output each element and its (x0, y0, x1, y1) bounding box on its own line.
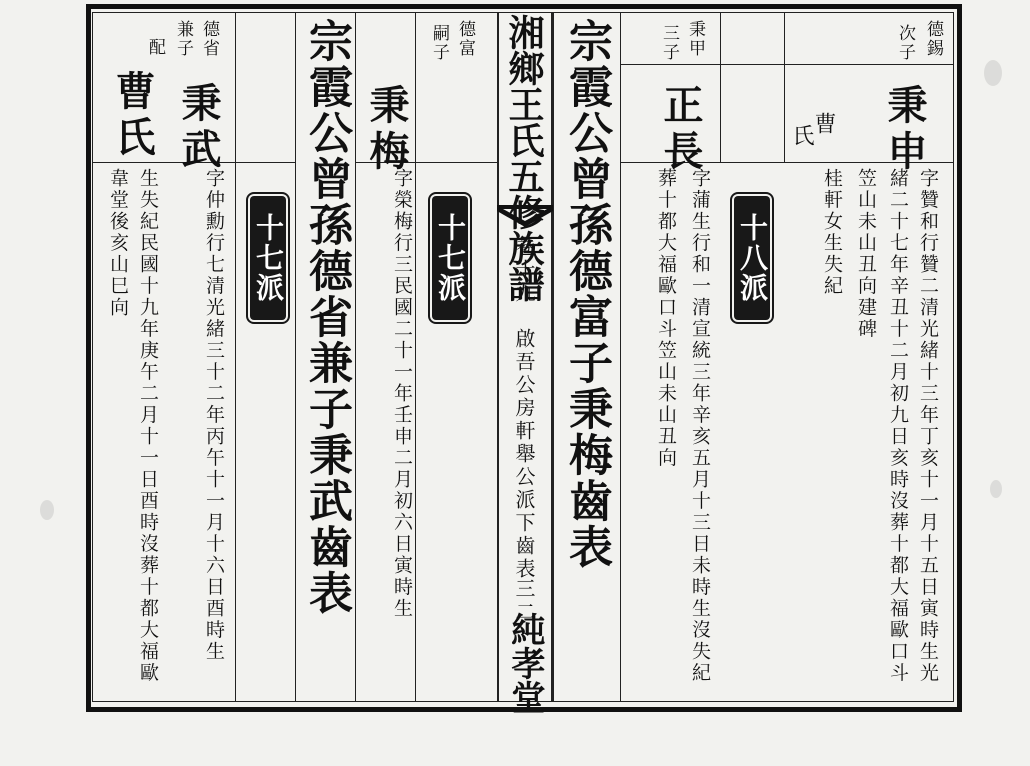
generation-badge-text: 十七派 (252, 213, 285, 303)
page-number: 三二 (512, 578, 536, 624)
generation-badge-text: 十八派 (736, 213, 769, 303)
column-divider (720, 12, 721, 162)
person-name: 秉申 (881, 84, 928, 176)
person-detail: 字蒲生行和一清宣統三年辛亥五月十三日未時生沒失紀 (689, 168, 711, 684)
person-detail: 字榮梅行三民國二十一年壬申二月初六日寅時生 (391, 168, 413, 620)
person-detail: 緒二十七年辛丑十二月初九日亥時沒葬十都大福歐口斗 (887, 168, 909, 684)
person-detail: 笠山未山丑向建碑 (855, 168, 877, 340)
relation-label: 兼子 (173, 20, 193, 58)
header-top-right (620, 64, 954, 65)
person-detail: 葬十都大福歐口斗笠山未山丑向 (655, 168, 677, 469)
person-detail: 字贊和行贊二清光緒十三年丁亥十一月十五日寅時生光 (917, 168, 939, 684)
column-divider (553, 12, 554, 702)
person-name: 秉武 (175, 82, 222, 174)
column-divider (235, 12, 236, 702)
column-divider (415, 12, 416, 702)
book-title: 湘鄉王氏五修族譜 (503, 14, 545, 302)
person-detail: 字仲勳行七清光緒三十二年丙午十一月十六日酉時生 (203, 168, 225, 663)
person-name: 秉梅 (363, 84, 410, 176)
column-divider (620, 12, 621, 702)
person-name: 正長 (657, 84, 704, 176)
hall-name: 純孝堂 (505, 612, 545, 714)
wife-name: 曹氏 (109, 70, 156, 162)
relation-label: 三子 (659, 24, 679, 62)
column-divider (355, 12, 356, 702)
generation-badge (432, 196, 468, 320)
generation-badge-text: 十七派 (434, 213, 467, 303)
wife-detail: 韋堂後亥山巳向 (107, 168, 129, 319)
paper-stain (990, 480, 1002, 498)
generation-badge (250, 196, 286, 320)
spouse-label: 配 (145, 38, 165, 57)
column-divider (295, 12, 296, 702)
parent-label: 德富 (455, 20, 475, 58)
wife-surname: 曹 (811, 112, 836, 137)
generation-badge (734, 196, 770, 320)
paper-stain (984, 60, 1002, 86)
wife-detail: 桂軒女生失紀 (821, 168, 843, 297)
table-title-left: 宗霞公曾孫德省兼子秉武齒表 (301, 18, 352, 616)
wife-suffix: 氏 (789, 124, 814, 149)
parent-label: 德省 (199, 20, 219, 58)
relation-label: 次子 (895, 24, 915, 62)
parent-label: 德錫 (923, 20, 943, 58)
volume-line: 卷十九 啟吾公房軒舉公派下齒表 (512, 236, 536, 581)
column-divider (784, 12, 785, 162)
relation-label: 嗣子 (429, 24, 449, 62)
table-title-right: 宗霞公曾孫德富子秉梅齒表 (561, 18, 612, 570)
wife-detail: 生失紀民國十九年庚午二月十一日酉時沒葬十都大福歐 (137, 168, 159, 684)
paper-stain (40, 500, 54, 520)
parent-label: 秉甲 (685, 20, 705, 58)
